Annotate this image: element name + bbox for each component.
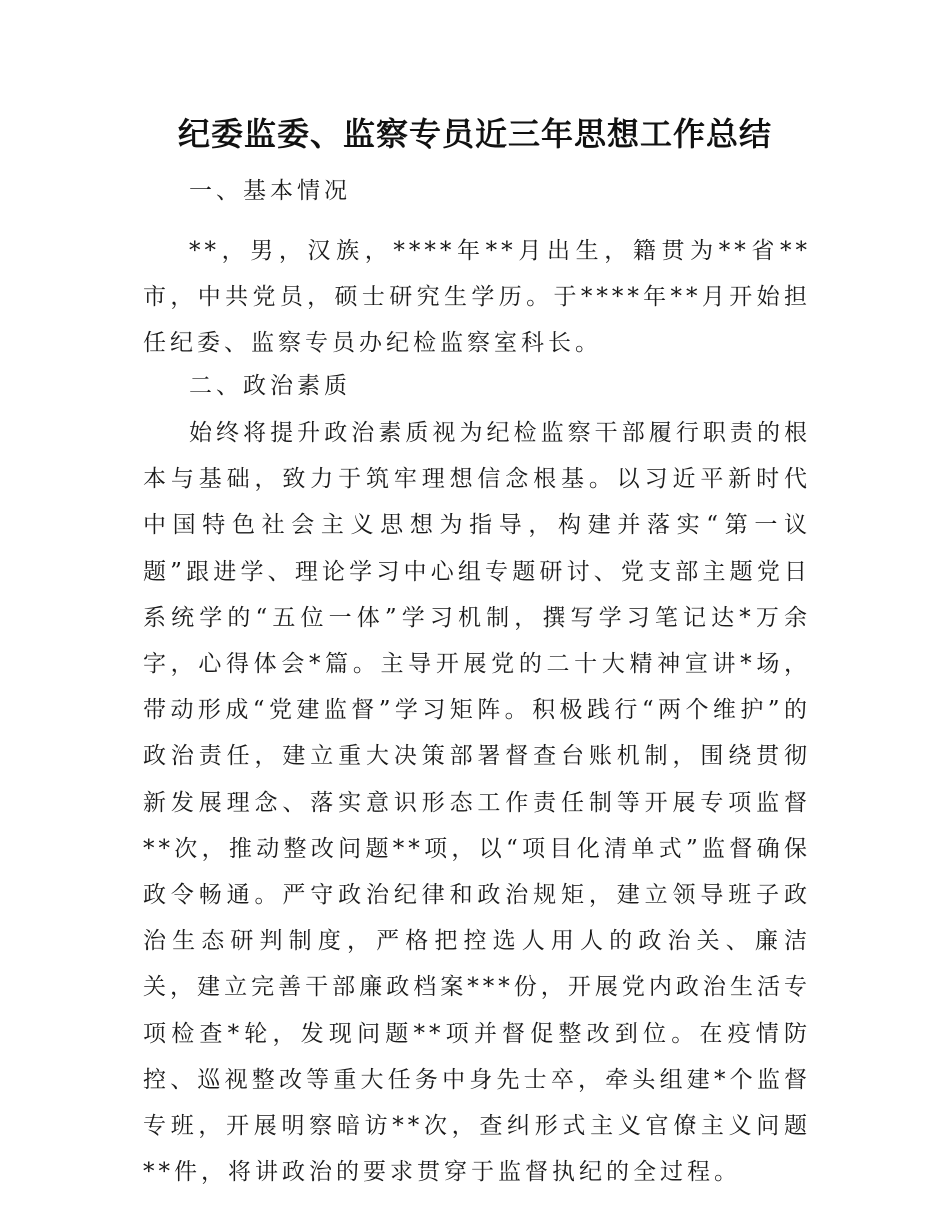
section-paragraph-political-quality: 始终将提升政治素质视为纪检监察干部履行职责的根本与基础，致力于筑牢理想信念根基。以习近平新时代中国特色社会主义思想为指导，构建并落实“第一议题”跟进学、理论学习中心组专题研讨、党支部主题党日系统学的“五位一体”学习机制，撰写学习笔记达*万余字，心得体会*篇。主导开展党的二十大精神宣讲*场，带动形成“党建监督”学习矩阵。积极践行“两个维护”的政治责任，建立重大决策部署督查台账机制，围绕贯彻新发展理念、落实意识形态工作责任制等开展专项监督**次，推动整改问题**项，以“项目化清单式”监督确保政令畅通。严守政治纪律和政治规矩，建立领导班子政治生态研判制度，严格把控选人用人的政治关、廉洁关，建立完善干部廉政档案***份，开展党内政治生活专项检查*轮，发现问题**项并督促整改到位。在疫情防控、巡视整改等重大任务中身先士卒，牵头组建*个监督专班，开展明察暗访**次，查纠形式主义官僚主义问题**件，将讲政治的要求贯穿于监督执纪的全过程。	[143, 420, 811, 1186]
document-title: 纪委监委、监察专员近三年思想工作总结	[177, 115, 772, 153]
section-heading-political-quality: 二、政治素质	[189, 373, 351, 399]
section-heading-basic-info: 一、基本情况	[189, 178, 351, 204]
section-paragraph-basic-info: **，男，汉族，****年**月出生，籍贯为**省**市，中共党员，硕士研究生学历。于****年**月开始担任纪委、监察专员办纪检监察室科长。	[143, 238, 811, 357]
